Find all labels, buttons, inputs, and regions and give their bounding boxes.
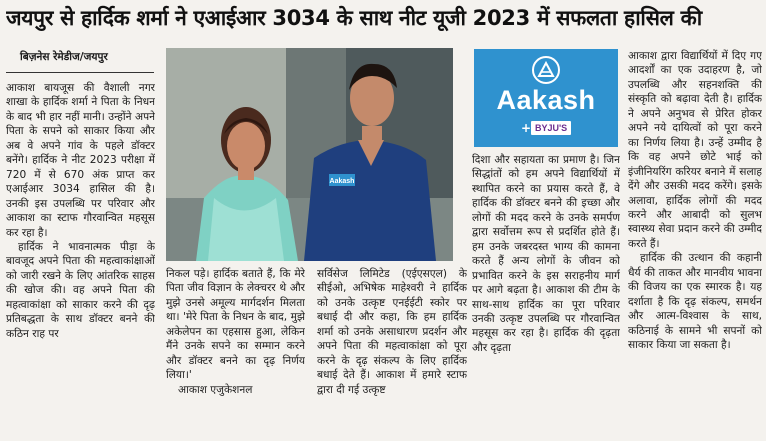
news-photo [166, 48, 453, 261]
paragraph: आकाश बायजूस की वैशाली नगर शाखा के हार्दिक शर्मा ने पिता के निधन के बाद भी हार नहीं मानी। उन्होंने अपने पिता के सपने को साकार किया और अब वे अपने गांव के पहले डॉक्टर बनेंगे। हार्दिक ने नीट 2023 परीक्षा में 720 में से 670 अंक प्राप्त कर एआईआर 3034 हासिल की है। उनकी इस उपलब्धि पर परिवार और आकाश का स्टाफ गौरवान्वित महसूस कर रहा है। [6, 82, 155, 239]
article-column-3 [317, 267, 467, 439]
paragraph: हार्दिक ने भावनात्मक पीड़ा के बावजूद अपने पिता की महत्वाकांक्षाओं को जारी रखने के लिए आंतरिक साहस की खोज की। वह अपने पिता की महत्वाकांक्षा को साकार करने की दृढ़ प्रतिबद्धता के साथ डॉक्टर बनने की कठिन राह पर [6, 240, 155, 340]
article-column-4 [472, 153, 620, 439]
article-column-5 [628, 49, 762, 439]
byline-rule [6, 72, 154, 73]
article-column-1 [6, 81, 155, 439]
shirt-logo-text: Aakash [329, 178, 355, 185]
byline: बिज़नेस रेमेडीज/जयपुर [20, 51, 108, 63]
paragraph: दिशा और सहायता का प्रमाण है। जिन सिद्धांतों को हम अपने विद्यार्थियों में स्थापित करने का प्रयास करते हैं, वे हार्दिक की डॉक्टर बनने की इच्छा और लोगों की मदद करने के उनके समर्पण द्वारा सर्वोत्तम रूप से प्रदर्शित होते हैं। हम उनके जबरदस्त भाग्य की कामना करते हैं अन्य लोगों के जीवन को प्रभावित करने के इस सराहनीय मार्ग पर आगे बढ़ता है। आकाश की टीम के साथ-साथ हार्दिक का पूरा परिवार उनकी उत्कृष्ट उपलब्धि पर गौरवान्वित महसूस कर रहा है। हार्दिक की दृढ़ता और दृढ़ता [472, 154, 620, 354]
paragraph: आकाश द्वारा विद्यार्थियों में दिए गए आदर्शों का एक उदाहरण है, जो उपलब्धि और सहनशक्ति की संस्कृति को बढ़ावा देती है। हार्दिक ने अपने अनुभव से प्रेरित होकर अपने नये दायित्वों को पूरा करने का निर्णय लिया है। उन्हें उम्मीद है कि वह अपने छोटे भाई को इंजीनियरिंग करियर बनाने में सलाह देंगे और उसकी मदद करेंगे। इसके अलावा, हार्दिक लोगों की मदद करने और आबादी को सुलभ स्वास्थ्य सेवा प्रदान करने की उम्मीद करते हैं। [628, 50, 762, 250]
aakash-byjus-logo [474, 49, 618, 147]
logo-partner: BYJU'S [531, 121, 571, 135]
paragraph: हार्दिक की उत्थान की कहानी धैर्य की ताकत और मानवीय भावना की विजय का एक स्मारक है। यह दर्शाता है कि दृढ़ संकल्प, समर्थन और आत्म-विश्वास के साथ, कठिनाई के सामने भी सपनों को साकार किया जा सकता है। [628, 252, 762, 352]
article-column-2 [166, 267, 305, 439]
headline: जयपुर से हार्दिक शर्मा ने एआईआर 3034 के साथ नीट यूजी 2023 में सफलता हासिल की [6, 6, 702, 30]
paragraph: निकल पड़े। हार्दिक बताते हैं, कि मेरे पिता जीव विज्ञान के लेक्चरर थे और मुझे उनसे अमूल्य मार्गदर्शन मिलता था। 'मेरे पिता के निधन के बाद, मुझे अकेलेपन का एहसास हुआ, लेकिन मैंने उनके सपने का सम्मान करने और डॉक्टर बनने का दृढ़ निर्णय लिया।' [166, 268, 305, 382]
logo-brand-text: Aakash [496, 85, 596, 115]
mother-son-photo [166, 48, 453, 261]
paragraph: आकाश एजुकेशनल [178, 383, 253, 396]
paragraph: सर्विसेज लिमिटेड (एईएसएल) के सीईओ, अभिषेक माहेश्वरी ने हार्दिक को उनके उत्कृष्ट एनईईटी स्कोर पर बधाई दी और कहा, कि हम हार्दिक शर्मा को उनके असाधारण प्रदर्शन और अपने पिता की महत्वाकांक्षा को पूरा करने के दृढ़ संकल्प के लिए हार्दिक बधाई देते हैं। आकाश में हमारे स्टाफ द्वारा दी गई उत्कृष्ट [317, 268, 467, 396]
aakash-emblem-icon [531, 55, 561, 85]
logo-plus: + [521, 121, 532, 135]
